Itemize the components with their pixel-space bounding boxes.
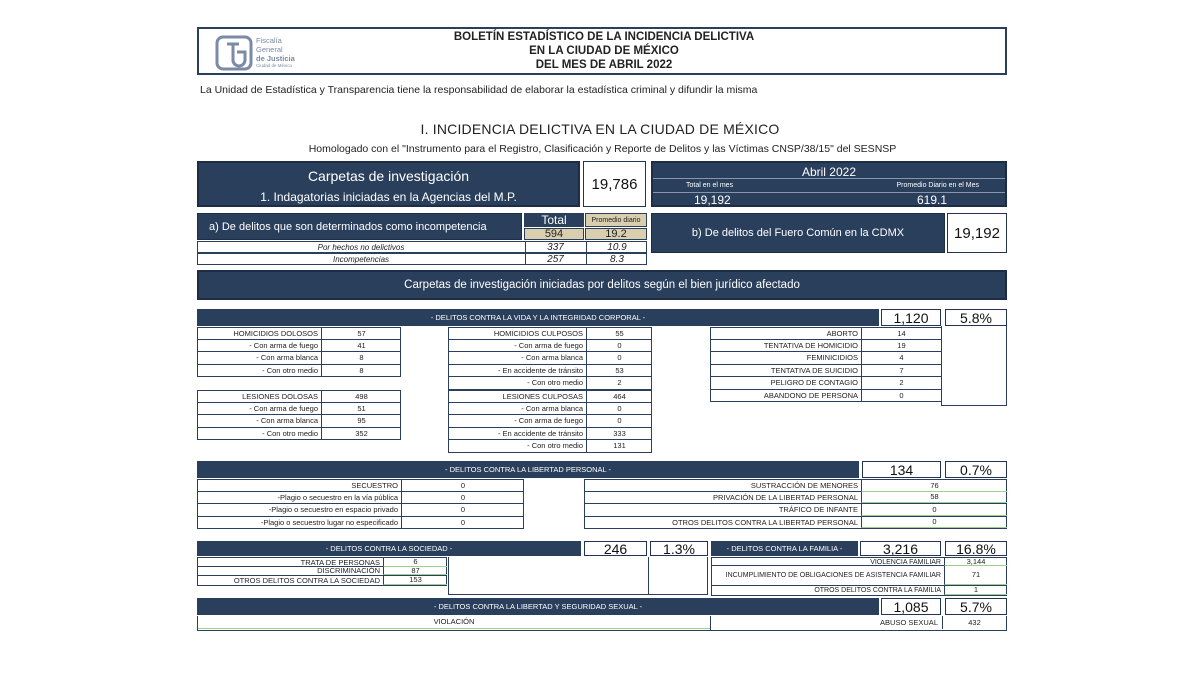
- section-title: I. INCIDENCIA DELICTIVA EN LA CIUDAD DE MÉXICO: [420, 121, 780, 137]
- otros-vida-row-value: 19: [861, 340, 941, 352]
- lesiones-culposas-row-label: - En accidente de tránsito: [497, 428, 583, 438]
- sociedad-row: [197, 576, 447, 586]
- sociedad-row-label: OTROS DELITOS CONTRA LA SOCIEDAD: [233, 575, 380, 585]
- homicidios-culposos-row-value: 53: [586, 365, 652, 377]
- sociedad-pct: 1.3%: [650, 541, 708, 556]
- bulletin-title-line-1: BOLETÍN ESTADÍSTICO DE LA INCIDENCIA DELICTIVA: [453, 31, 755, 43]
- otros-vida-row: [710, 377, 942, 390]
- otros-vida-row: [710, 340, 942, 353]
- lesiones-culposas-row: [448, 440, 652, 453]
- sexual-row: [197, 616, 1007, 631]
- sociedad-blank-area: [448, 557, 708, 595]
- sociedad-row-label: TRATA DE PERSONAS: [300, 557, 380, 567]
- libertad-right-row-value: 0: [861, 504, 1007, 516]
- lesiones-culposas-row: [448, 428, 652, 441]
- logo-line-2: General: [256, 45, 283, 54]
- libertad-left-row: [197, 479, 524, 492]
- sexual-header: - DELITOS CONTRA LA LIBERTAD Y SEGURIDAD SEXUAL -: [197, 598, 879, 615]
- familia-row: [711, 586, 1007, 596]
- lesiones-culposas-row-value: 131: [586, 440, 652, 452]
- logo-line-3: de Justicia: [256, 54, 295, 63]
- familia-row-value: 71: [944, 566, 1007, 585]
- lesiones-dolosas-row-value: 95: [321, 415, 401, 427]
- otros-vida-row-label: FEMINICIDIOS: [806, 353, 858, 362]
- homicidios-culposos-row-value: 0: [586, 340, 652, 352]
- sociedad-header: - DELITOS CONTRA LA SOCIEDAD -: [197, 541, 581, 556]
- homicidios-dolosos-row-value: 8: [321, 352, 401, 364]
- lesiones-dolosas-row-label: LESIONES DOLOSAS: [242, 392, 318, 401]
- logo-line-1: Fiscalía: [256, 36, 282, 45]
- homicidios-culposos-row-label: - En accidente de tránsito: [497, 365, 583, 375]
- familia-header: - DELITOS CONTRA LA FAMILIA -: [711, 541, 858, 556]
- homicidios-dolosos-row: [197, 352, 401, 365]
- logo-line-4: Ciudad de México: [256, 63, 293, 68]
- lesiones-dolosas-row-label: - Con otro medio: [262, 428, 318, 438]
- carpetas-title: Carpetas de investigación: [307, 168, 470, 184]
- homicidios-dolosos-row-label: - Con arma blanca: [256, 353, 318, 362]
- otros-vida-row: [710, 327, 942, 340]
- lesiones-culposas-row: [448, 403, 652, 416]
- homicidios-dolosos-row-label: - Con otro medio: [262, 365, 318, 375]
- otros-vida-row-label: TENTATIVA DE SUICIDIO: [770, 365, 858, 375]
- lesiones-dolosas-row: [197, 390, 401, 403]
- sociedad-row-value: 153: [383, 576, 447, 585]
- homicidios-culposos-row: [448, 352, 652, 365]
- incompetencia-row-avg: 8.3: [586, 254, 647, 264]
- homicidios-dolosos-row: [197, 327, 401, 340]
- otros-vida-row-value: 14: [861, 328, 941, 340]
- libertad-left-row-value: 0: [401, 517, 524, 529]
- lesiones-culposas-row-label: - Con arma de fuego: [514, 416, 583, 425]
- sexual-pct: 5.7%: [945, 598, 1007, 615]
- incompetencia-row-avg: 10.9: [586, 242, 647, 252]
- sexual-total: 1,085: [881, 598, 941, 615]
- otros-vida-row-label: TENTATIVA DE HOMICIDIO: [763, 340, 858, 350]
- bulletin-title-line-3: DEL MES DE ABRIL 2022: [535, 59, 673, 71]
- sociedad-row-label: DISCRIMINACIÓN: [317, 566, 380, 575]
- libertad-left-row-value: 0: [401, 480, 524, 492]
- incompetencia-row: [197, 241, 647, 253]
- familia-row-value: 1: [944, 586, 1007, 595]
- incompetencia-row-total: 257: [525, 254, 585, 264]
- lesiones-culposas-row-label: - Con otro medio: [527, 441, 583, 450]
- month-avg: 619.1: [916, 193, 947, 207]
- abuso-value: 432: [942, 616, 1006, 629]
- otros-vida-row-value: 7: [861, 365, 941, 377]
- bulletin-title-line-2: EN LA CIUDAD DE MÉXICO: [529, 45, 679, 57]
- familia-pct: 16.8%: [945, 541, 1007, 556]
- incompetencia-label: a) De delitos que son determinados como incompetencia: [197, 213, 522, 240]
- sociedad-row-value: 87: [383, 567, 447, 576]
- lesiones-culposas-row-value: 0: [586, 403, 652, 415]
- incompetencia-row-label: Por hechos no delictivos: [317, 242, 405, 252]
- familia-row-label: VIOLENCIA FAMILIAR: [870, 558, 941, 566]
- lesiones-dolosas-row-value: 498: [321, 391, 401, 403]
- lesiones-culposas-row-label: LESIONES CULPOSAS: [502, 392, 583, 401]
- libertad-left-row-label: -Plagio o secuestro lugar no especificado: [260, 517, 398, 527]
- incompetencia-row-label: Incompetencias: [332, 254, 390, 264]
- libertad-right-row-label: SUSTRACCIÓN DE MENORES: [750, 481, 858, 490]
- homicidios-culposos-row: [448, 340, 652, 353]
- bien-juridico-banner: Carpetas de investigación iniciadas por delitos según el bien jurídico afectado: [197, 270, 1007, 300]
- libertad-left-row: [197, 492, 524, 505]
- homicidios-culposos-row: [448, 377, 652, 390]
- familia-row-value: 3,144: [944, 558, 1007, 566]
- libertad-right-row: [584, 492, 1007, 505]
- header-box: [197, 27, 1007, 75]
- otros-vida-row-label: ABANDONO DE PERSONA: [763, 390, 858, 400]
- fuero-comun-value: 19,192: [947, 213, 1007, 253]
- lesiones-culposas-row-value: 0: [586, 415, 652, 427]
- incompetencia-col-total: Total: [524, 213, 584, 227]
- otros-vida-row: [710, 352, 942, 365]
- incompetencia-col-avg: Promedio diario: [585, 213, 647, 227]
- otros-vida-row-value: 0: [861, 390, 941, 402]
- homicidios-dolosos-row-value: 57: [321, 328, 401, 340]
- homicidios-culposos-row-label: - Con otro medio: [527, 378, 583, 387]
- libertad-right-row-label: OTROS DELITOS CONTRA LA LIBERTAD PERSONAL: [672, 517, 858, 527]
- libertad-right-row-value: 58: [861, 492, 1007, 504]
- libertad-left-row-label: -Plagio o secuestro en la vía pública: [277, 492, 398, 502]
- libertad-right-row: [584, 479, 1007, 492]
- libertad-left-row-value: 0: [401, 504, 524, 516]
- lesiones-dolosas-row-value: 352: [321, 428, 401, 440]
- familia-total: 3,216: [860, 541, 941, 556]
- familia-row-label: INCUMPLIMIENTO DE OBLIGACIONES DE ASISTENCIA FAMILIAR: [725, 572, 941, 579]
- incompetencia-total: 594: [524, 228, 584, 240]
- lesiones-dolosas-row-value: 51: [321, 403, 401, 415]
- libertad-left-row: [197, 517, 524, 530]
- lesiones-culposas-row-label: - Con arma blanca: [521, 403, 583, 413]
- month-total-label: Total en el mes: [686, 182, 734, 189]
- lesiones-culposas-row: [448, 390, 652, 403]
- libertad-total: 134: [862, 461, 941, 478]
- homicidios-dolosos-row-value: 41: [321, 340, 401, 352]
- violacion-label: VIOLACIÓN: [198, 616, 710, 629]
- month-name: Abril 2022: [653, 165, 1005, 179]
- month-total: 19,192: [694, 193, 731, 207]
- homicidios-culposos-row: [448, 365, 652, 378]
- otros-vida-row-value: 4: [861, 352, 941, 364]
- homicidios-dolosos-row-label: HOMICIDIOS DOLOSOS: [233, 329, 318, 338]
- familia-row-label: OTROS DELITOS CONTRA LA FAMILIA: [814, 587, 941, 594]
- carpetas-subtitle: 1. Indagatorias iniciadas en la Agencias del M.P.: [260, 190, 517, 204]
- homicidios-culposos-row-label: - Con arma de fuego: [514, 340, 583, 350]
- homicidios-dolosos-row: [197, 340, 401, 353]
- libertad-left-row-value: 0: [401, 492, 524, 504]
- libertad-right-row-value: 76: [861, 480, 1007, 492]
- incompetencia-row: [197, 253, 647, 265]
- vida-header: - DELITOS CONTRA LA VIDA Y LA INTEGRIDAD CORPORAL -: [197, 309, 879, 326]
- otros-vida-row: [710, 365, 942, 378]
- familia-row: [711, 566, 1007, 586]
- month-avg-label: Promedio Diario en el Mes: [896, 182, 979, 189]
- intro-text: La Unidad de Estadística y Transparencia tiene la responsabilidad de elaborar la estadística criminal y difundir la misma: [200, 84, 758, 96]
- homicidios-culposos-row-value: 0: [586, 352, 652, 364]
- homicidios-culposos-row-value: 2: [586, 377, 652, 389]
- libertad-left-row-label: -Plagio o secuestro en espacio privado: [268, 505, 398, 514]
- homicidios-dolosos-row-label: - Con arma de fuego: [249, 340, 318, 350]
- homicidios-culposos-row-label: - Con arma blanca: [521, 353, 583, 362]
- lesiones-dolosas-row: [197, 415, 401, 428]
- lesiones-culposas-row-value: 464: [586, 391, 652, 403]
- libertad-right-row-value: 0: [861, 517, 1007, 529]
- libertad-left-row-label: SECUESTRO: [351, 481, 398, 490]
- otros-vida-row-label: ABORTO: [826, 329, 858, 338]
- otros-vida-row-label: PELIGRO DE CONTAGIO: [770, 378, 858, 387]
- lesiones-culposas-row: [448, 415, 652, 428]
- bulletin-title: [199, 30, 1009, 72]
- sociedad-total: 246: [584, 541, 647, 556]
- vida-total: 1,120: [881, 309, 941, 326]
- lesiones-dolosas-row: [197, 428, 401, 441]
- lesiones-dolosas-row-label: - Con arma blanca: [256, 416, 318, 425]
- familia-row: [711, 557, 1007, 566]
- lesiones-dolosas-row-label: - Con arma de fuego: [249, 403, 318, 413]
- lesiones-dolosas-row: [197, 403, 401, 416]
- libertad-right-row-label: PRIVACIÓN DE LA LIBERTAD PERSONAL: [712, 492, 858, 502]
- libertad-right-row: [584, 517, 1007, 530]
- sociedad-row-value: 6: [383, 558, 447, 567]
- libertad-pct: 0.7%: [945, 461, 1007, 478]
- homicidios-culposos-row-value: 55: [586, 328, 652, 340]
- otros-vida-row: [710, 390, 942, 403]
- libertad-right-row: [584, 504, 1007, 517]
- otros-vida-row-value: 2: [861, 377, 941, 389]
- section-subtitle: Homologado con el "Instrumento para el Registro, Clasificación y Reporte de Delitos y las Víctimas CNSP/38/15" del SESNSP: [308, 143, 897, 155]
- fuero-comun-label: b) De delitos del Fuero Común en la CDMX: [651, 213, 945, 253]
- libertad-right-row-label: TRÁFICO DE INFANTE: [778, 505, 858, 514]
- abuso-label: ABUSO SEXUAL: [880, 617, 938, 627]
- carpetas-value: 19,786: [583, 161, 646, 207]
- homicidios-dolosos-row: [197, 365, 401, 378]
- homicidios-dolosos-row-value: 8: [321, 365, 401, 377]
- libertad-left-row: [197, 504, 524, 517]
- libertad-header: - DELITOS CONTRA LA LIBERTAD PERSONAL -: [197, 461, 859, 478]
- homicidios-culposos-row: [448, 327, 652, 340]
- incompetencia-avg: 19.2: [585, 228, 647, 240]
- month-panel: [651, 161, 1007, 207]
- carpetas-panel: [197, 161, 580, 207]
- homicidios-culposos-row-label: HOMICIDIOS CULPOSOS: [493, 329, 583, 338]
- incompetencia-row-total: 337: [525, 242, 585, 252]
- vida-pct: 5.8%: [945, 309, 1007, 326]
- lesiones-culposas-row-value: 333: [586, 428, 652, 440]
